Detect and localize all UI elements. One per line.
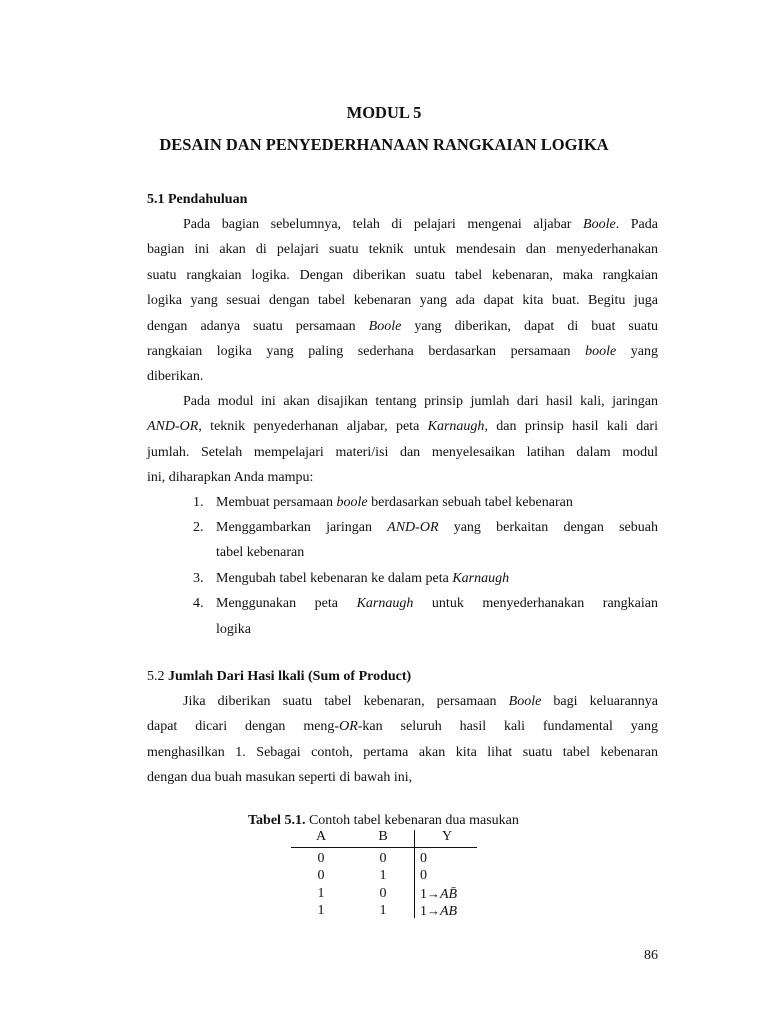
table-cell-a: 1	[317, 903, 325, 918]
paragraph-line: suatu rangkaian logika. Dengan diberikan suatu tabel kebenaran, maka rangkaian	[147, 267, 658, 283]
table-header-y: Y	[441, 829, 453, 844]
table-header-rule	[291, 847, 477, 848]
table-cell-a: 0	[317, 868, 325, 883]
arrow-right-icon: →	[427, 903, 440, 918]
table-cell-b: 0	[379, 851, 387, 866]
list-item-number: 1.	[193, 495, 204, 510]
list-item-text: Mengubah tabel kebenaran ke dalam peta Karnaugh	[216, 571, 510, 586]
section-5-2-number: 5.2	[147, 669, 165, 684]
paragraph-line: bagian ini akan di pelajari suatu teknik untuk mendesain dan menyederhanakan	[147, 242, 658, 258]
list-item-text: Menggunakan peta Karnaugh untuk menyederhanakan rangkaian	[216, 596, 658, 611]
section-5-1-title: Pendahuluan	[168, 192, 248, 207]
section-5-2-heading	[147, 669, 411, 685]
paragraph-line: dapat dicari dengan meng-OR-kan seluruh hasil kali fundamental yang	[147, 719, 658, 735]
table-cell-a: 0	[317, 851, 325, 866]
list-item-number: 4.	[193, 596, 204, 611]
section-5-2-title: Jumlah Dari Hasi lkali (Sum of Product)	[168, 669, 412, 684]
list-item-number: 2.	[193, 520, 204, 535]
module-subtitle: DESAIN DAN PENYEDERHANAAN RANGKAIAN LOGIKA	[159, 135, 609, 154]
table-cell-y: 1→AB	[420, 903, 458, 919]
list-item-text: tabel kebenaran	[216, 545, 305, 560]
paragraph-line: logika yang sesuai dengan tabel kebenaran yang ada dapat kita buat. Begitu juga	[147, 293, 658, 309]
paragraph-line: AND-OR, teknik penyederhanan aljabar, peta Karnaugh, dan prinsip hasil kali dari	[147, 419, 658, 435]
paragraph-line: menghasilkan 1. Sebagai contoh, pertama akan kita lihat suatu tabel kebenaran	[147, 744, 658, 760]
table-caption-label: Tabel 5.1.	[248, 813, 306, 828]
paragraph-line: dengan dua buah masukan seperti di bawah ini,	[147, 770, 413, 786]
table-caption-text: Contoh tabel kebenaran dua masukan	[308, 813, 519, 828]
table-cell-b: 1	[379, 903, 387, 918]
paragraph-line: Jika diberikan suatu tabel kebenaran, persamaan Boole bagi keluarannya	[183, 694, 658, 709]
list-item-number: 3.	[193, 571, 204, 586]
paragraph-line: Pada bagian sebelumnya, telah di pelajari mengenai aljabar Boole. Pada	[183, 217, 658, 232]
list-item-text: Membuat persamaan boole berdasarkan sebuah tabel kebenaran	[216, 495, 573, 510]
table-cell-y: 1→AB̄	[420, 886, 458, 902]
table-cell-y: 0	[420, 851, 427, 866]
minterm: AB	[440, 904, 458, 919]
section-5-1-heading	[147, 192, 247, 208]
table-header-a: A	[315, 829, 327, 844]
table-cell-b: 0	[379, 886, 387, 901]
module-title: MODUL 5	[346, 103, 422, 122]
table-cell-y: 0	[420, 868, 427, 883]
paragraph-line: jumlah. Setelah mempelajari materi/isi dan menyelesaikan latihan dalam modul	[147, 444, 658, 460]
page-number: 86	[644, 948, 658, 963]
paragraph-line: dengan adanya suatu persamaan Boole yang diberikan, dapat di buat suatu	[147, 318, 658, 334]
list-item-text: Menggambarkan jaringan AND-OR yang berkaitan dengan sebuah	[216, 520, 658, 535]
table-cell-a: 1	[317, 886, 325, 901]
table-cell-b: 1	[379, 868, 387, 883]
section-5-1-number: 5.1	[147, 192, 165, 207]
table-header-b: B	[378, 829, 388, 844]
paragraph-line: Pada modul ini akan disajikan tentang prinsip jumlah dari hasil kali, jaringan	[183, 394, 658, 409]
minterm: AB̄	[440, 887, 458, 902]
arrow-right-icon: →	[427, 886, 440, 901]
paragraph-line: diberikan.	[147, 369, 204, 385]
table-column-divider	[414, 830, 415, 918]
paragraph-line: rangkaian logika yang paling sederhana berdasarkan persamaan boole yang	[147, 344, 659, 359]
table-caption	[248, 813, 519, 829]
paragraph-line: ini, diharapkan Anda mampu:	[147, 470, 314, 486]
list-item-text: logika	[216, 622, 251, 637]
